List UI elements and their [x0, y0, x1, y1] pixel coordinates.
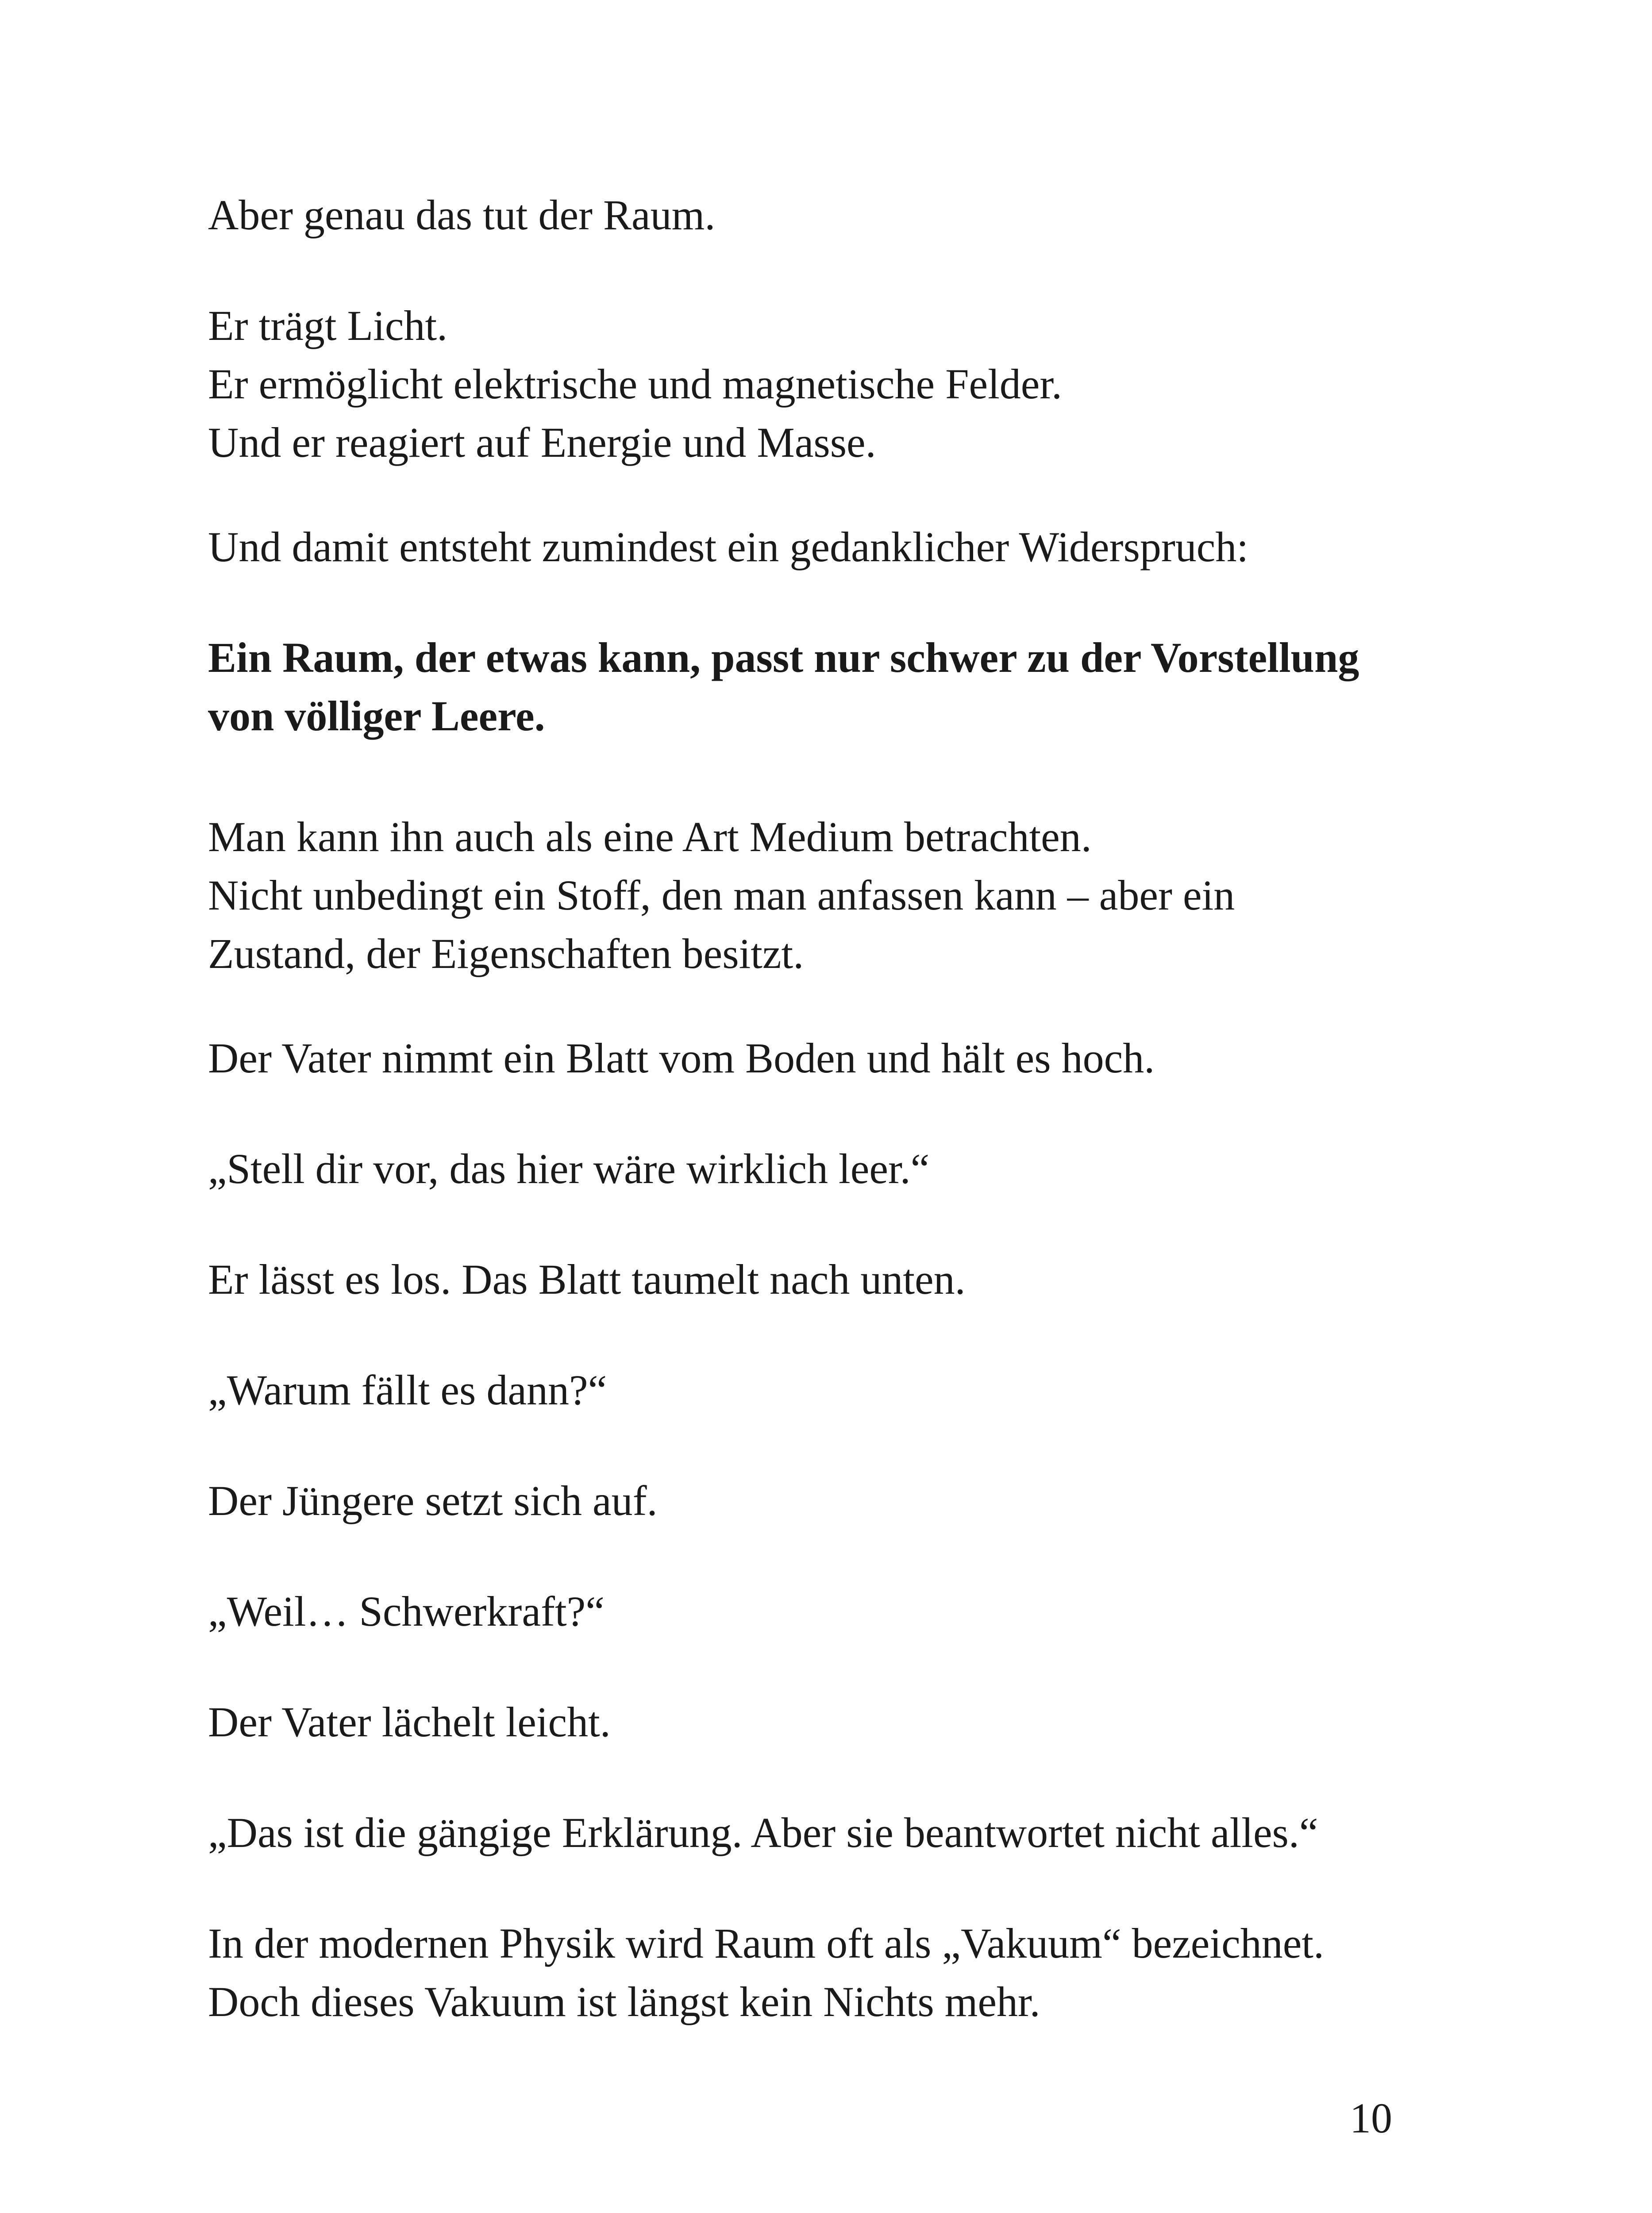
paragraph-10 — [208, 1472, 1447, 1530]
text-line: Man kann ihn auch als eine Art Medium betrachten. — [208, 813, 1092, 860]
text-line: Der Jüngere setzt sich auf. — [208, 1477, 658, 1524]
paragraph-5 — [208, 808, 1447, 983]
paragraph-8 — [208, 1250, 1447, 1309]
text-line: Der Vater nimmt ein Blatt vom Boden und hält es hoch. — [208, 1034, 1155, 1082]
text-line: Ein Raum, der etwas kann, passt nur schwer zu der Vorstellung — [208, 634, 1359, 681]
text-line: Aber genau das tut der Raum. — [208, 191, 716, 239]
paragraph-6 — [208, 1029, 1447, 1087]
dialogue-4 — [208, 1804, 1447, 1862]
paragraph-14 — [208, 1914, 1447, 2031]
paragraph-2 — [208, 297, 1447, 472]
text-line: „Warum fällt es dann?“ — [208, 1366, 607, 1414]
text-line: Er lässt es los. Das Blatt taumelt nach unten. — [208, 1256, 966, 1303]
paragraph-3 — [208, 518, 1447, 576]
dialogue-2 — [208, 1361, 1447, 1419]
page-number: 10 — [1350, 2094, 1392, 2142]
paragraph-12 — [208, 1693, 1447, 1751]
bold-statement — [208, 628, 1447, 745]
text-line: Nicht unbedingt ein Stoff, den man anfassen kann – aber ein — [208, 871, 1235, 919]
text-line: Und er reagiert auf Energie und Masse. — [208, 419, 876, 466]
dialogue-3 — [208, 1582, 1447, 1641]
text-line: von völliger Leere. — [208, 692, 545, 740]
text-line: Und damit entsteht zumindest ein gedanklicher Widerspruch: — [208, 523, 1249, 571]
text-line: Er trägt Licht. — [208, 302, 448, 349]
text-line: Zustand, der Eigenschaften besitzt. — [208, 930, 804, 977]
text-line: Der Vater lächelt leicht. — [208, 1698, 611, 1746]
text-line: Er ermöglicht elektrische und magnetische Felder. — [208, 360, 1063, 408]
text-line: „Weil… Schwerkraft?“ — [208, 1588, 605, 1635]
text-line: „Stell dir vor, das hier wäre wirklich leer.“ — [208, 1145, 930, 1192]
text-line: Doch dieses Vakuum ist längst kein Nichts mehr. — [208, 1978, 1040, 2025]
dialogue-1 — [208, 1140, 1447, 1198]
text-line: In der modernen Physik wird Raum oft als „Vakuum“ bezeichnet. — [208, 1920, 1324, 1967]
text-line: „Das ist die gängige Erklärung. Aber sie beantwortet nicht alles.“ — [208, 1809, 1318, 1856]
paragraph-1 — [208, 186, 1447, 244]
